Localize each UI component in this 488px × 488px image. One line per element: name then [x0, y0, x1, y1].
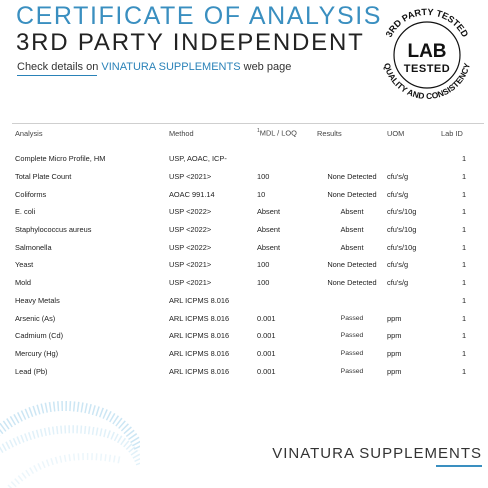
cell-result: Absent	[340, 207, 364, 217]
cell-uom: cfu's/g	[387, 260, 409, 270]
cell-lab-id: 1	[461, 295, 467, 305]
table-row	[12, 274, 487, 292]
cell-result: None Detected	[327, 278, 377, 288]
cell-uom: cfu's/10g	[387, 242, 417, 252]
analysis-table	[12, 124, 487, 380]
cell-uom	[387, 292, 441, 310]
cell-lab-id: 1	[461, 242, 467, 252]
table-row	[12, 292, 487, 310]
cell-lab-id: 1	[461, 260, 467, 270]
cell-method: ARL ICPMS 8.016	[169, 313, 230, 323]
mdl-superscript: 1	[257, 128, 260, 135]
page-subtitle: 3RD PARTY INDEPENDENT	[16, 29, 365, 56]
cell-analysis: Total Plate Count	[15, 172, 72, 182]
page-title: CERTIFICATE OF ANALYSIS	[16, 2, 383, 30]
cell-mdl: 0.001	[257, 366, 276, 376]
cell-method: USP, AOAC, ICP-	[169, 154, 227, 164]
cell-mdl: Absent	[257, 207, 281, 217]
cell-result: None Detected	[327, 260, 377, 270]
cell-uom: cfu's/10g	[387, 225, 417, 235]
cell-uom	[387, 150, 441, 168]
col-header-mdl-label: MDL / LOQ	[259, 128, 297, 138]
col-header-method: Method	[169, 128, 194, 138]
cell-analysis: Mold	[15, 278, 32, 288]
cell-method: USP <2022>	[169, 242, 212, 252]
cell-analysis: Lead (Pb)	[15, 366, 48, 376]
table-row	[12, 168, 487, 186]
cell-analysis: Complete Micro Profile, HM	[15, 154, 106, 164]
table-row	[12, 362, 487, 380]
cell-lab-id: 1	[461, 207, 467, 217]
check-details-suffix: web page	[240, 61, 292, 73]
col-header-mdl	[257, 124, 317, 142]
cell-method: ARL ICPMS 8.016	[169, 348, 230, 358]
cell-analysis: Arsenic (As)	[15, 313, 56, 323]
cell-method: USP <2022>	[169, 225, 212, 235]
cell-lab-id: 1	[461, 331, 467, 341]
col-header-analysis: Analysis	[15, 128, 43, 138]
cell-analysis: Cadmium (Cd)	[15, 331, 64, 341]
cell-result: Passed	[340, 367, 364, 375]
footer-accent-line	[436, 465, 482, 467]
cell-analysis: Salmonella	[15, 242, 52, 252]
cell-lab-id: 1	[461, 366, 467, 376]
cell-mdl: 100	[257, 260, 270, 270]
cell-result: Passed	[340, 314, 364, 322]
cell-mdl: 100	[257, 172, 270, 182]
cell-uom: ppm	[387, 348, 402, 358]
cell-result	[317, 150, 387, 168]
cell-mdl: Absent	[257, 242, 281, 252]
cell-lab-id: 1	[461, 172, 467, 182]
table-row	[12, 327, 487, 345]
decorative-swirl	[0, 398, 140, 488]
cell-method: AOAC 991.14	[169, 189, 215, 199]
cell-uom: ppm	[387, 331, 402, 341]
badge-top-text: 3RD PARTY TESTED	[383, 6, 471, 39]
cell-mdl: 0.001	[257, 313, 276, 323]
cell-result: None Detected	[327, 189, 377, 199]
cell-result: Passed	[340, 349, 364, 357]
cell-method: USP <2021>	[169, 172, 212, 182]
cell-mdl: 0.001	[257, 348, 276, 358]
cell-uom: cfu's/g	[387, 172, 409, 182]
lab-tested-badge	[374, 2, 480, 108]
cell-method: ARL ICPMS 8.016	[169, 295, 230, 305]
cell-result: None Detected	[327, 172, 377, 182]
badge-tested-text: TESTED	[403, 63, 451, 75]
cell-analysis: Coliforms	[15, 189, 47, 199]
table-row	[12, 221, 487, 239]
cell-method: USP <2022>	[169, 207, 212, 217]
cell-uom: ppm	[387, 313, 402, 323]
cell-method: ARL ICPMS 8.016	[169, 331, 230, 341]
cell-lab-id: 1	[461, 348, 467, 358]
cell-mdl	[257, 292, 317, 310]
cell-uom: cfu's/g	[387, 278, 409, 288]
badge-bottom-text: QUALITY AND CONSISTENCY	[381, 61, 473, 102]
cell-lab-id: 1	[461, 225, 467, 235]
table-row	[12, 203, 487, 221]
badge-lab-text: LAB	[407, 41, 447, 62]
col-header-uom: UOM	[387, 128, 405, 138]
check-details-underline	[17, 75, 97, 76]
vinatura-web-link[interactable]: VINATURA SUPPLEMENTS	[101, 61, 241, 73]
col-header-results: Results	[317, 128, 342, 138]
cell-analysis: Staphylococcus aureus	[15, 225, 92, 235]
check-details-prefix: Check details on	[17, 61, 102, 73]
cell-analysis: Yeast	[15, 260, 34, 270]
cell-result: Passed	[340, 332, 364, 340]
cell-lab-id: 1	[461, 189, 467, 199]
cell-analysis: E. coli	[15, 207, 36, 217]
cell-method: ARL ICPMS 8.016	[169, 366, 230, 376]
table-row	[12, 309, 487, 327]
table-row	[12, 256, 487, 274]
cell-lab-id: 1	[461, 154, 467, 164]
cell-mdl: 100	[257, 278, 270, 288]
cell-lab-id: 1	[461, 278, 467, 288]
table-header-row	[12, 124, 487, 142]
table-row	[12, 150, 487, 168]
cell-analysis: Heavy Metals	[15, 295, 60, 305]
cell-analysis: Mercury (Hg)	[15, 348, 59, 358]
cell-mdl: 10	[257, 189, 266, 199]
cell-uom: ppm	[387, 366, 402, 376]
cell-mdl: Absent	[257, 225, 281, 235]
table-row	[12, 345, 487, 363]
cell-mdl	[257, 150, 317, 168]
table-row	[12, 238, 487, 256]
cell-mdl: 0.001	[257, 331, 276, 341]
footer-brand: VINATURA SUPPLEMENTS	[272, 445, 482, 462]
cell-uom: cfu's/g	[387, 189, 409, 199]
table-body	[12, 150, 487, 380]
check-details-line	[17, 61, 291, 73]
cell-method: USP <2021>	[169, 278, 212, 288]
table-row	[12, 185, 487, 203]
cell-result: Absent	[340, 242, 364, 252]
col-header-lab-id: Lab ID	[441, 128, 463, 138]
cell-method: USP <2021>	[169, 260, 212, 270]
cell-uom: cfu's/10g	[387, 207, 417, 217]
cell-lab-id: 1	[461, 313, 467, 323]
cell-result	[317, 292, 387, 310]
cell-result: Absent	[340, 225, 364, 235]
